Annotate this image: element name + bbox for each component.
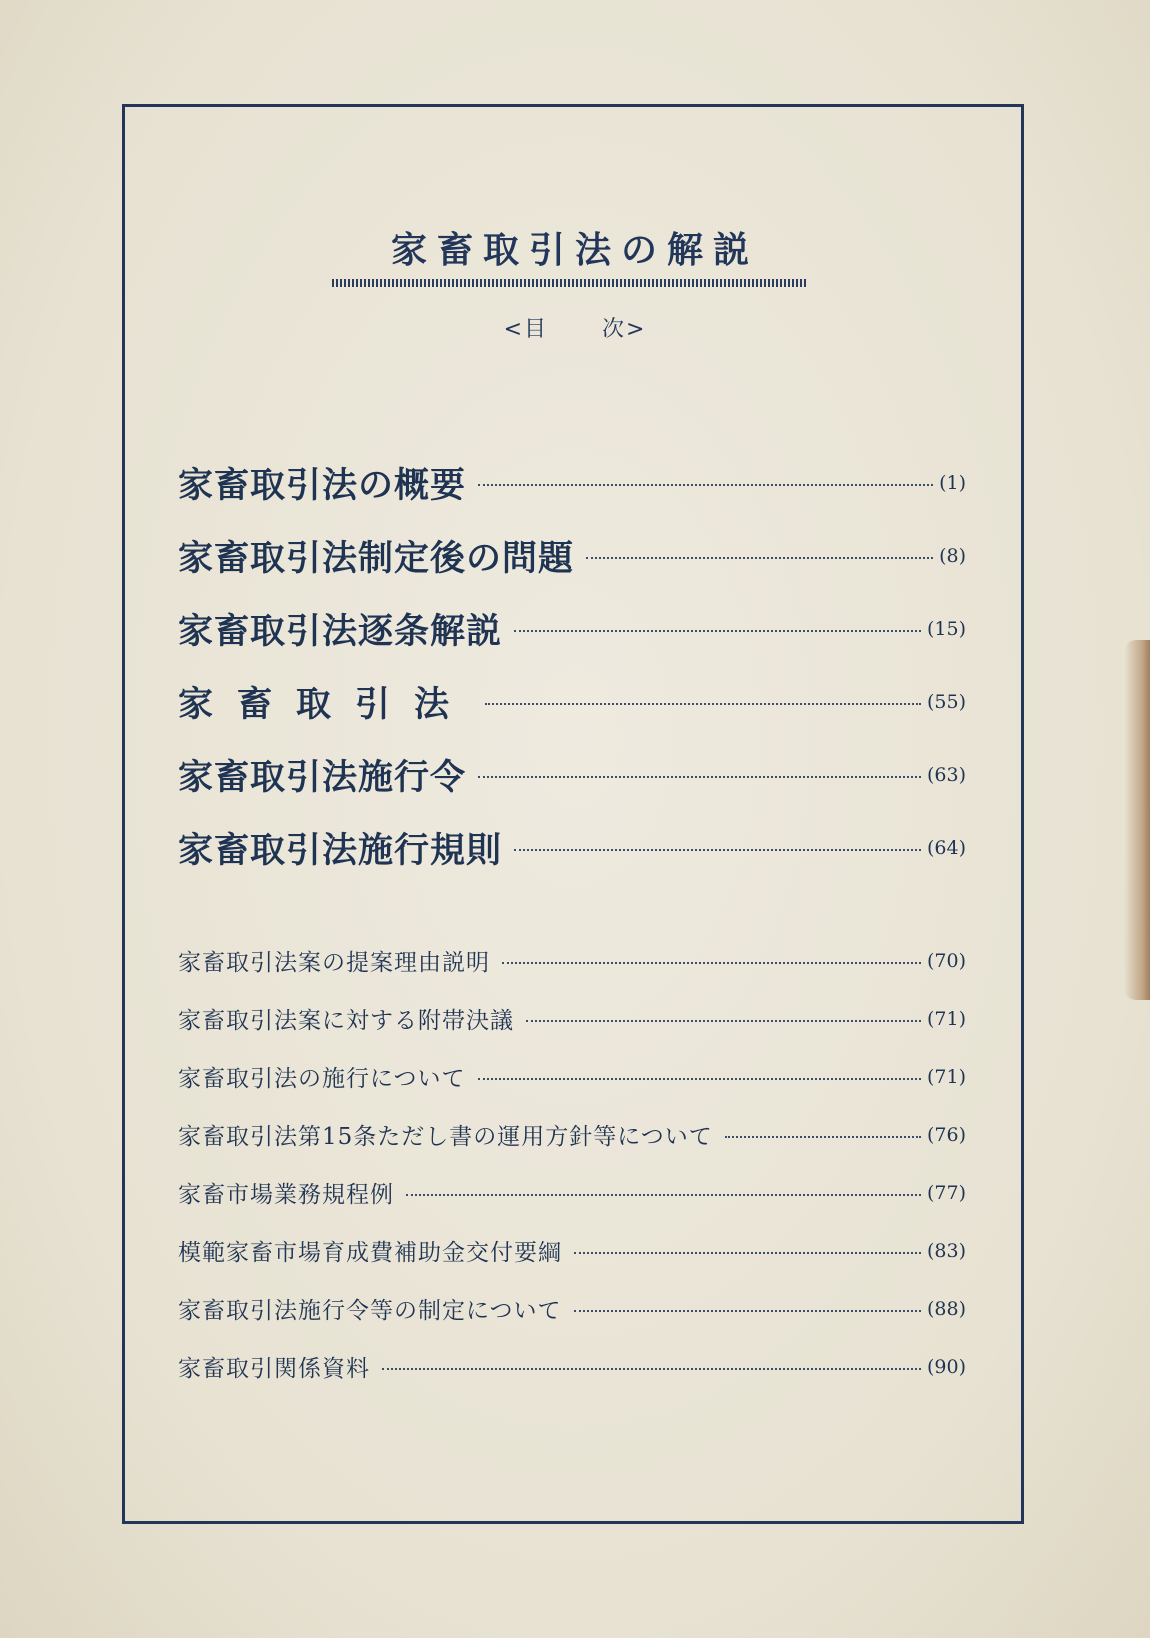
toc-entry-page: (55) [926, 691, 966, 713]
leader-dots [526, 1020, 921, 1022]
toc-entry-page: (77) [926, 1181, 966, 1204]
leader-dots [478, 1078, 921, 1080]
toc-entry-label: 家畜取引法施行令等の制定について [178, 1298, 562, 1324]
toc-entry[interactable] [178, 1350, 966, 1383]
leader-dots [485, 703, 921, 705]
toc-entry-page: (64) [926, 837, 966, 859]
toc-entry-page: (63) [926, 764, 966, 786]
leader-dots [514, 630, 921, 632]
toc-entry-page: (76) [926, 1123, 966, 1146]
toc-entry[interactable] [178, 677, 966, 727]
toc-entry-label: 家畜取引法制定後の問題 [178, 538, 575, 579]
toc-entry-label: 家畜取引法の施行について [178, 1066, 466, 1092]
toc-entry-page: (83) [926, 1239, 966, 1262]
toc-entry-label: 家畜取引法の概要 [178, 465, 467, 506]
toc-entry-label: 模範家畜市場育成費補助金交付要綱 [178, 1240, 562, 1266]
toc-entry-page: (71) [926, 1007, 966, 1030]
title-underline [332, 279, 808, 287]
leader-dots [502, 962, 921, 964]
edge-stain [1124, 640, 1150, 1000]
leader-dots [574, 1252, 921, 1254]
toc-entry[interactable] [178, 750, 966, 800]
leader-dots [574, 1310, 921, 1312]
toc-entry[interactable] [178, 1118, 966, 1151]
toc-entry[interactable] [178, 604, 966, 654]
toc-entry[interactable] [178, 1176, 966, 1209]
toc-entry-label: 家畜取引法第15条ただし書の運用方針等について [178, 1124, 713, 1150]
toc-entry-label: 家畜取引法案の提案理由説明 [178, 950, 490, 976]
toc-entry-page: (88) [926, 1297, 966, 1320]
toc-entry-page: (1) [939, 472, 966, 494]
toc-entry-label: 家畜取引法施行令 [178, 757, 467, 798]
toc-entry-page: (70) [926, 949, 966, 972]
leader-dots [382, 1368, 921, 1370]
toc-entry[interactable] [178, 1002, 966, 1035]
leader-dots [586, 557, 933, 559]
toc-entry-label: 家畜取引法案に対する附帯決議 [178, 1008, 514, 1034]
toc-entry-page: (15) [926, 618, 966, 640]
leader-dots [514, 849, 921, 851]
toc-entry-page: (71) [926, 1065, 966, 1088]
toc-entry-label: 家畜取引法 [178, 684, 474, 725]
toc-entry[interactable] [178, 1292, 966, 1325]
toc-heading [0, 312, 1150, 343]
toc-entry-label: 家畜取引関係資料 [178, 1356, 370, 1382]
toc-entry[interactable] [178, 1060, 966, 1093]
toc-entry[interactable] [178, 944, 966, 977]
document-title: 家畜取引法の解説 [390, 230, 759, 271]
toc-heading-right: 次> [602, 317, 647, 342]
toc-entry-label: 家畜取引法逐条解説 [178, 611, 503, 652]
toc-entry[interactable] [178, 1234, 966, 1267]
leader-dots [478, 484, 933, 486]
toc-entry-label: 家畜市場業務規程例 [178, 1182, 394, 1208]
toc-heading-left: <目 [503, 317, 548, 342]
leader-dots [406, 1194, 921, 1196]
toc-entry-label: 家畜取引法施行規則 [178, 830, 503, 871]
toc-entry[interactable] [178, 823, 966, 873]
toc-entry-page: (8) [939, 545, 966, 567]
toc-entry-page: (90) [926, 1355, 966, 1378]
toc-entry[interactable] [178, 458, 966, 508]
leader-dots [725, 1136, 921, 1138]
leader-dots [478, 776, 921, 778]
toc-entry[interactable] [178, 531, 966, 581]
